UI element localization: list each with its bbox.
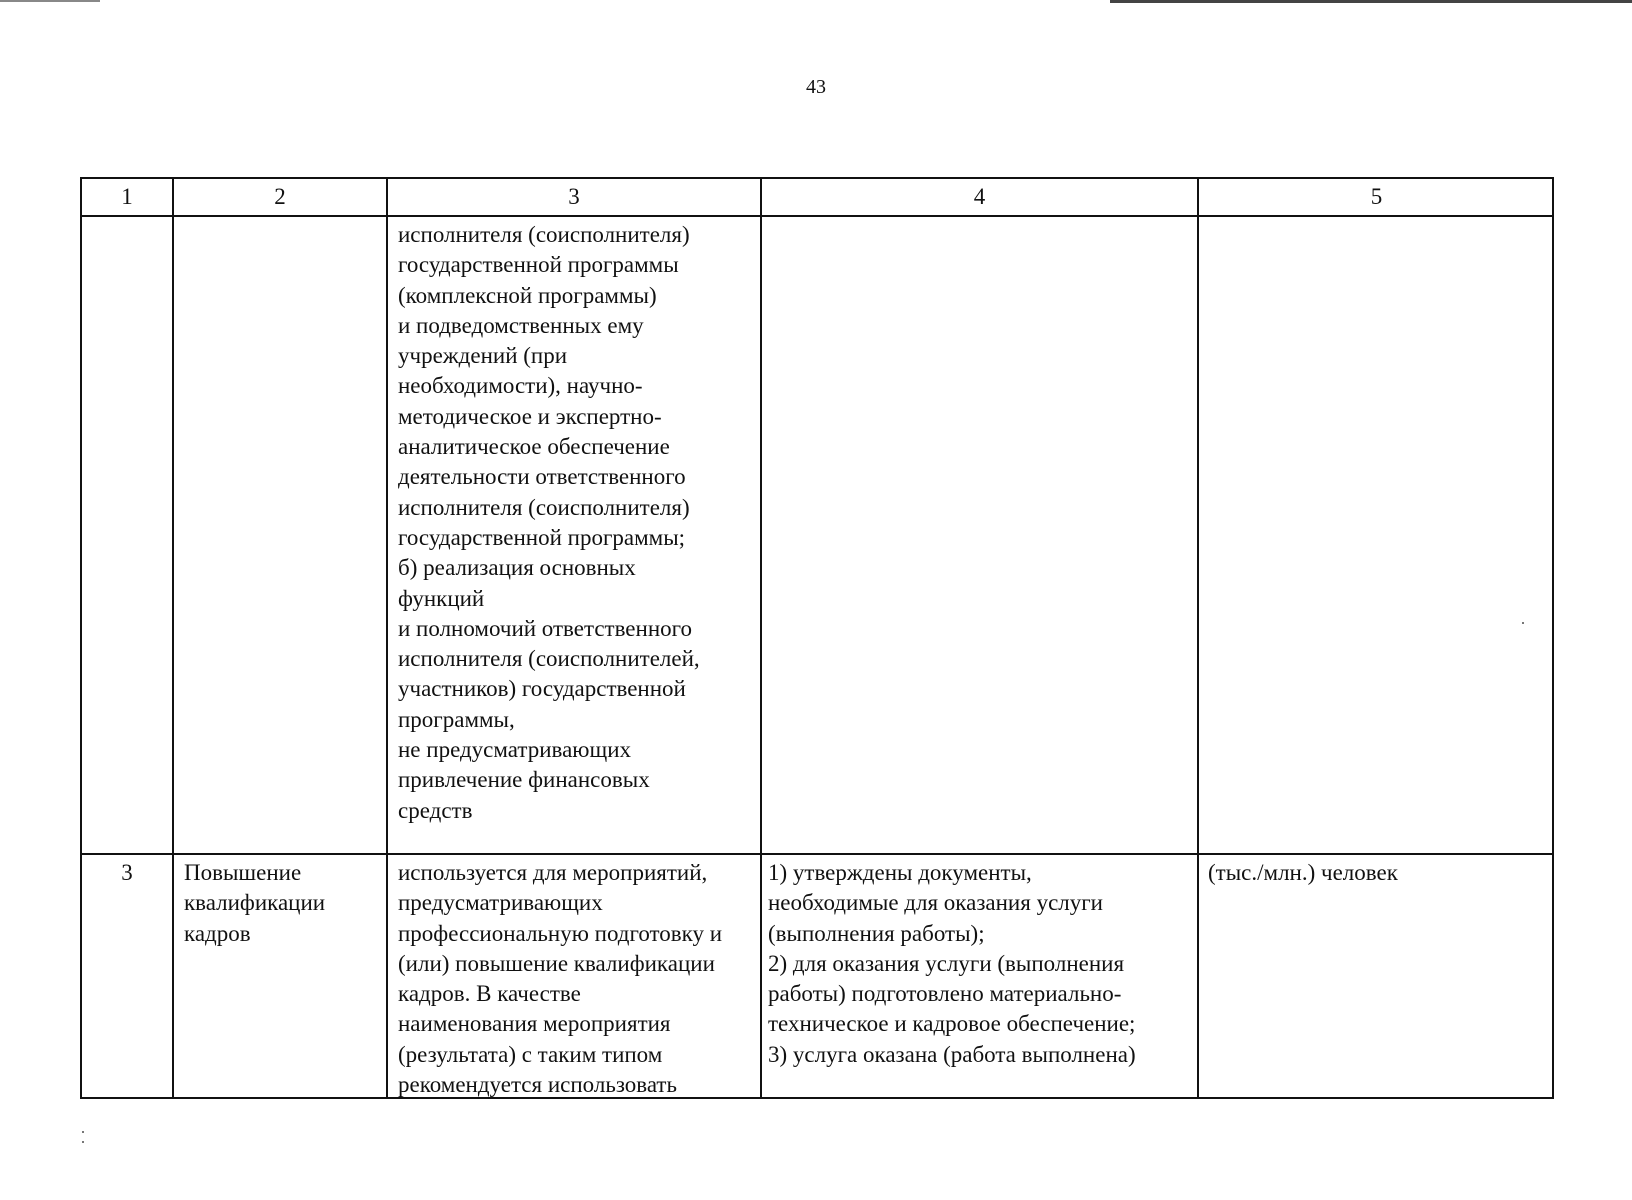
text-line: не предусматривающих [398, 737, 632, 763]
column-divider [386, 179, 388, 1097]
text-line: необходимые для оказания услуги [768, 890, 1103, 916]
text-line: кадров. В качестве [398, 981, 581, 1007]
text-line: необходимости), научно- [398, 373, 643, 399]
text-line: наименования мероприятия [398, 1011, 671, 1037]
text-line: участников) государственной [398, 676, 686, 702]
text-line: используется для мероприятий, [398, 860, 708, 885]
text-line: (или) повышение квалификации [398, 950, 715, 976]
header-col-1: 1 [121, 184, 133, 209]
text-line: программы, [398, 706, 515, 732]
text-line: рекомендуется использовать [398, 1072, 677, 1098]
text-line: государственной программы; [398, 524, 686, 550]
text-line: (выполнения работы); [768, 920, 985, 946]
scan-speck [82, 1141, 84, 1143]
text-line: и подведомственных ему [398, 312, 644, 338]
text-line: методическое и экспертно- [398, 403, 662, 429]
text-line: аналитическое обеспечение [398, 434, 670, 460]
scan-edge-mark [1110, 0, 1632, 3]
text-line: исполнителя (соисполнителя) [398, 222, 690, 247]
text-line: профессиональную подготовку и [398, 920, 723, 946]
text-line: кадров [184, 920, 251, 946]
header-col-5: 5 [1370, 184, 1383, 209]
header-col-2: 2 [274, 184, 286, 209]
text-line: Повышение [184, 860, 302, 885]
text-line: 1) утверждены документы, [768, 860, 1032, 885]
text-line: средств [398, 797, 473, 823]
header-divider [82, 215, 1552, 217]
text-line: предусматривающих [398, 890, 603, 916]
row-divider [82, 853, 1552, 855]
text-line: работы) подготовлено материально- [768, 981, 1122, 1007]
scan-speck [82, 1131, 84, 1133]
text-line: квалификации [184, 890, 326, 916]
page-number: 43 [806, 76, 826, 98]
header-col-4: 4 [973, 184, 986, 209]
text-line: учреждений (при [398, 343, 568, 369]
text-line: привлечение финансовых [398, 767, 650, 793]
text-line: деятельности ответственного [398, 464, 686, 490]
text-line: (комплексной программы) [398, 282, 657, 308]
data-table [80, 177, 1554, 1099]
measure-type-description [398, 858, 722, 1100]
continuation-description [398, 220, 700, 826]
text-line: исполнителя (соисполнителей, [398, 646, 700, 672]
text-line: б) реализация основных [398, 555, 636, 581]
text-line: государственной программы [398, 252, 679, 278]
unit-of-measure: (тыс./млн.) человек [1208, 860, 1398, 885]
text-line: 2) для оказания услуги (выполнения [768, 950, 1125, 976]
measure-type-name [184, 858, 325, 949]
column-divider [760, 179, 762, 1097]
text-line: функций [398, 585, 485, 611]
text-line: исполнителя (соисполнителя) [398, 494, 690, 520]
column-divider [172, 179, 174, 1097]
text-line: 3) услуга оказана (работа выполнена) [768, 1041, 1136, 1067]
scan-speck [1522, 622, 1524, 624]
text-line: техническое и кадровое обеспечение; [768, 1011, 1136, 1037]
text-line: и полномочий ответственного [398, 615, 692, 641]
header-col-3: 3 [568, 184, 580, 209]
row-number: 3 [121, 860, 133, 885]
column-divider [1197, 179, 1199, 1097]
control-points [768, 858, 1136, 1070]
text-line: (результата) с таким типом [398, 1041, 663, 1067]
scan-edge-mark [0, 0, 100, 2]
